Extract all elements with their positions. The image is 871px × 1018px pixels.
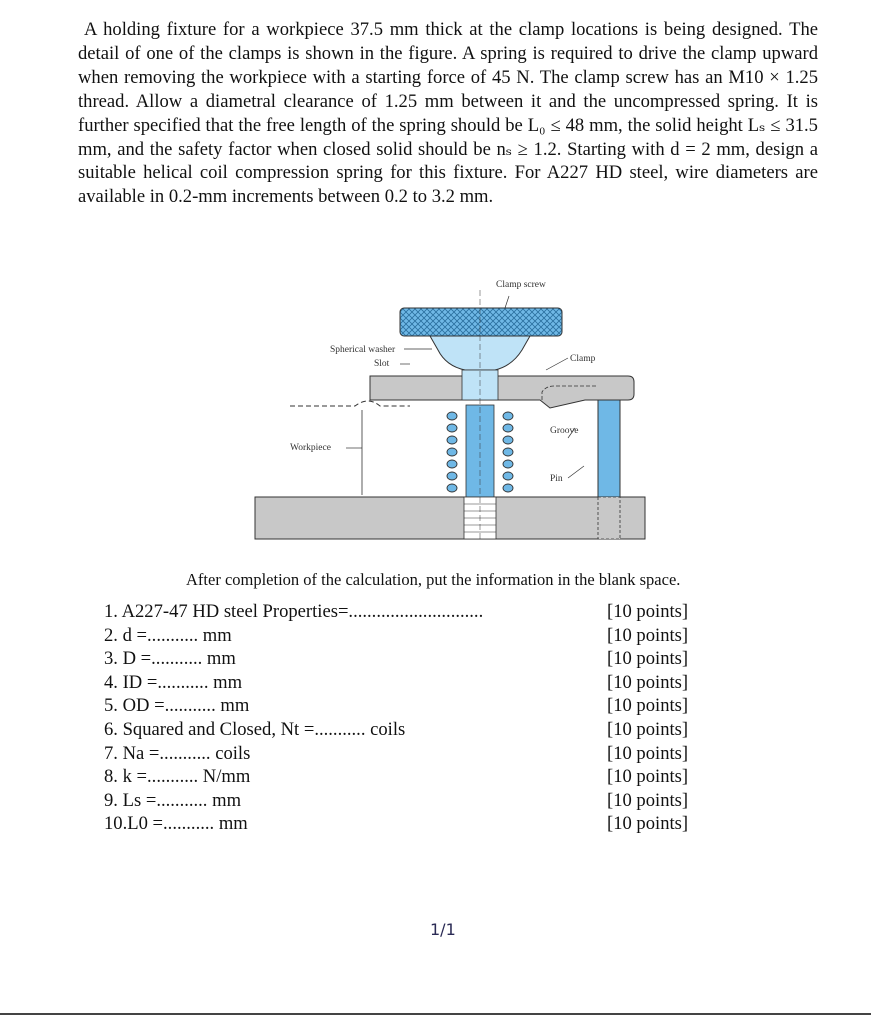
question-text: 9. Ls =........... mm [104,789,242,811]
problem-line: screw has an M10 × 1.25 thread. Allow a diametral clearance of 1.25 mm between it and [78,66,818,112]
problem-paragraph [78,18,818,209]
label-pin: Pin [550,474,563,484]
question-list [104,601,704,837]
problem-line: this fixture. For A227 HD steel, wire diameters are available in 0.2-mm increments [78,162,818,208]
question-points: [10 points] [607,766,689,788]
question-row [104,719,704,743]
problem-line: the uncompressed spring. It is further specified that the free length of the spring should be [78,90,818,136]
clamp-screw-head [400,308,562,336]
label-spherical-washer: Spherical washer [330,345,396,355]
question-points: [10 points] [607,624,689,646]
clamp-fixture-figure [250,270,650,555]
question-text: 7. Na =........... coils [104,742,251,764]
base-plate [255,497,645,539]
question-text: 4. ID =........... mm [104,671,243,693]
question-text: 8. k =........... N/mm [104,766,251,788]
label-workpiece: Workpiece [290,443,331,453]
problem-line: A holding fixture for a workpiece 37.5 mm thick at the clamp locations is being designed. [84,19,783,40]
question-text: 3. D =........... mm [104,648,236,670]
label-groove: Groove [550,426,579,436]
instruction-text: After completion of the calculation, put the information in the blank space. [186,570,681,589]
question-points: [10 points] [607,718,689,740]
question-text: 10.L0 =........... mm [104,813,248,835]
question-row [104,766,704,790]
question-points: [10 points] [607,695,689,717]
clamp-arm [370,376,634,408]
question-text: 6. Squared and Closed, Nt =........... coils [104,718,406,740]
question-points: [10 points] [607,742,689,764]
question-points: [10 points] [607,671,689,693]
problem-line: be nₛ ≥ 1.2. Starting with d = 2 mm, design a suitable helical coil compression spring for [78,138,818,184]
question-text: 1. A227-47 HD steel Properties=............................. [104,601,484,622]
question-row [104,790,704,814]
question-points: [10 points] [607,813,689,835]
question-text: 2. d =........... mm [104,624,232,646]
question-row [104,648,704,672]
problem-line: The detail of one of the clamps is shown in the figure. A spring is required to drive the [78,19,819,64]
spring-coils-left [447,412,457,492]
label-clamp: Clamp [570,354,596,364]
problem-line: clamp upward when removing the workpiece with a starting force of 45 N. The clamp [78,42,818,88]
clamp-fixture-drawing [250,270,650,555]
question-row [104,813,704,837]
question-text: 5. OD =........... mm [104,695,250,717]
question-row [104,743,704,767]
question-row [104,601,704,625]
label-slot: Slot [374,359,390,369]
pin [598,400,620,497]
problem-line: L₀ ≤ 48 mm, the solid height Lₛ ≤ 31.5 mm, and the safety factor when closed solid should [78,114,818,160]
page-bottom-divider [0,1013,871,1015]
label-clamp-screw: Clamp screw [496,280,546,290]
workpiece-outline [290,401,410,406]
question-points: [10 points] [607,789,689,811]
question-points: [10 points] [607,648,689,670]
problem-line: between 0.2 to 3.2 mm. [318,186,494,208]
question-row [104,625,704,649]
page-number: 1/1 [430,920,456,939]
question-row [104,695,704,719]
problem-statement [78,18,818,209]
question-points: [10 points] [607,601,689,622]
spring-coils-right [503,412,513,492]
question-row [104,672,704,696]
